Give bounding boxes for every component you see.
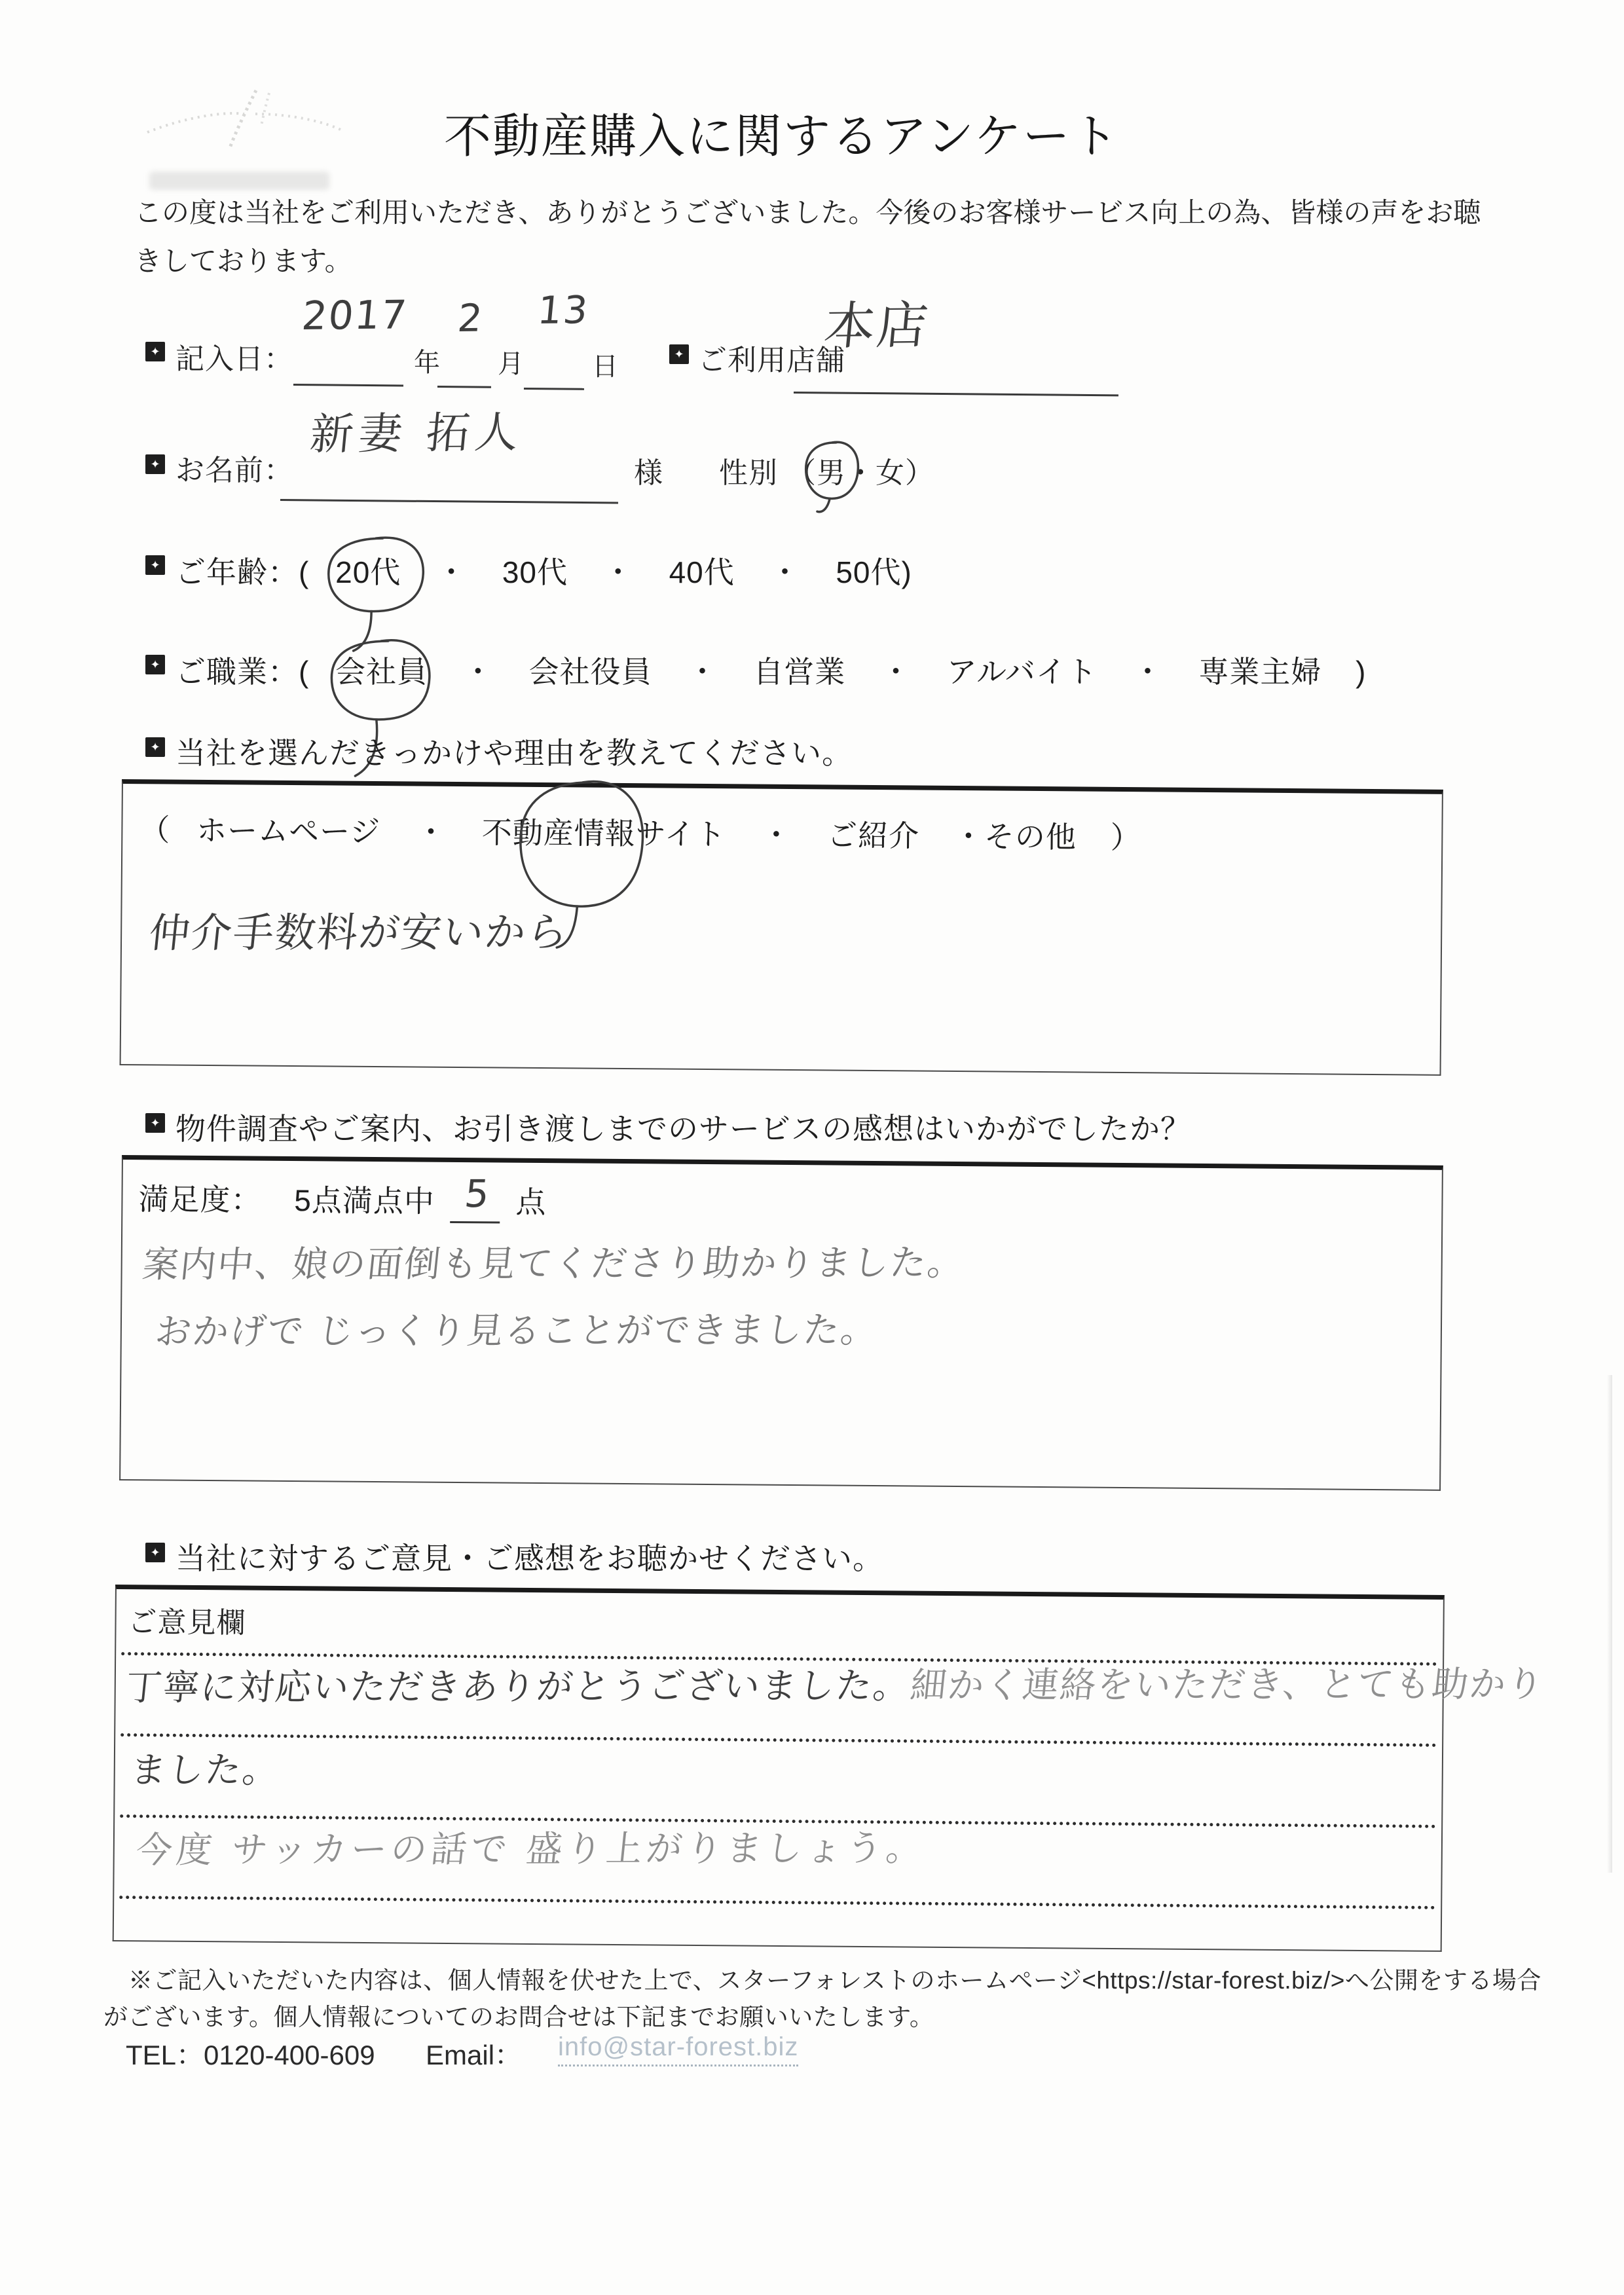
privacy-note-line2: がございます。個人情報についてのお問合せは下記までお願いいたします。 — [103, 2004, 934, 2030]
age-option-20s-selected: 20代 — [335, 549, 401, 592]
store-label: ご利用店舗 — [698, 344, 845, 376]
contact-email-label: Email： — [426, 2040, 523, 2070]
name-underline — [280, 499, 618, 504]
job-option-self-employed: 自営業 — [753, 655, 846, 689]
name-label: お名前： — [175, 454, 293, 487]
gender-option-female: 女 — [876, 457, 905, 489]
q2-comment-line2: おかげで じっくり見ることができました。 — [153, 1308, 881, 1353]
q1-dot: ・ — [953, 818, 985, 854]
q2-score-value: 5 — [462, 1171, 492, 1217]
q2-answer-box — [119, 1155, 1443, 1491]
q1-handwritten-answer: 仲介手数料が安いから — [147, 908, 572, 957]
date-month-unit: 月 — [498, 350, 525, 378]
q2-score-blank — [450, 1171, 500, 1224]
bullet-star-icon: ✦ — [145, 454, 165, 474]
q1-option-referral: ご紹介 — [826, 818, 920, 853]
job-close-paren: ) — [1356, 655, 1367, 689]
q2-score-row — [138, 1171, 547, 1224]
q1-close-paren: ） — [1110, 820, 1141, 855]
company-logo-text-faded — [149, 172, 329, 190]
q3-comment-line1-dark: 丁寧に対応いただきありがとうございました。 — [123, 1664, 913, 1709]
date-day-unit: 日 — [592, 352, 619, 381]
bullet-star-icon: ✦ — [145, 342, 165, 361]
gender-open-paren: （ — [787, 457, 817, 489]
q2-heading: 物件調査やご案内、お引き渡しまでのサービスの感想はいかがでしたか？ — [175, 1112, 1191, 1146]
date-month-value: 2 — [456, 295, 486, 340]
gender-dot: ・ — [846, 457, 876, 489]
job-dot: ・ — [462, 655, 494, 689]
name-honorific: 様 — [634, 457, 663, 489]
q1-dot: ・ — [761, 817, 792, 853]
bullet-star-icon: ✦ — [145, 1543, 165, 1562]
gender-options — [787, 449, 934, 491]
date-day-value: 13 — [536, 287, 591, 333]
date-month-underline — [437, 386, 491, 388]
age-option-40s: 40代 — [669, 555, 735, 589]
job-row — [175, 648, 1366, 691]
pen-circle-icon — [320, 530, 432, 655]
job-dot: ・ — [881, 655, 912, 689]
q3-opinion-box — [113, 1585, 1547, 1952]
q1-answer-box — [120, 779, 1443, 1076]
age-option-50s: 50代 — [836, 555, 902, 589]
q1-open-paren: （ — [139, 813, 171, 847]
job-dot: ・ — [1132, 655, 1164, 689]
bullet-star-icon: ✦ — [669, 344, 689, 364]
store-value: 本店 — [821, 296, 932, 357]
contact-tel: TEL：0120-400-609 — [126, 2040, 375, 2070]
job-option-company-employee-selected: 会社員 — [335, 648, 428, 691]
name-value: 新妻 拓人 — [308, 407, 526, 460]
q1-option-property-site-selected: 不動産情報サイト — [482, 809, 726, 854]
gender-option-male-selected: 男 — [817, 449, 846, 491]
q2-score-scale: 5点満点中 — [294, 1183, 435, 1219]
privacy-note-line1: ※ご記入いただいた内容は、個人情報を伏せた上で、スターフォレストのホームページ<https://star-forest.biz/>へ公開をする場合 — [128, 1967, 1541, 1994]
company-logo-swoosh-icon — [134, 85, 354, 170]
page-title: 不動産購入に関するアンケート — [444, 111, 1120, 163]
intro-text: この度は当社をご利用いただき、ありがとうございました。今後のお客様サービス向上の為、皆様の声をお聴きしております。 — [134, 197, 1481, 276]
date-day-underline — [524, 388, 584, 390]
date-label: 記入日： — [175, 343, 293, 375]
q2-score-unit: 点 — [515, 1184, 547, 1220]
age-dot: ・ — [436, 555, 468, 589]
ruled-line — [120, 1733, 1437, 1747]
scan-edge-shadow — [1607, 1375, 1612, 1873]
age-dot: ・ — [602, 555, 634, 589]
q3-box-label: ご意見欄 — [128, 1606, 246, 1640]
job-dot: ・ — [687, 655, 718, 689]
q2-score-label: 満足度： — [138, 1182, 262, 1217]
age-label: ご年齢：( — [175, 555, 310, 589]
q1-heading: 当社を選んだきっかけや理由を教えてください。 — [175, 736, 853, 770]
q3-heading: 当社に対するご意見・ご感想をお聴かせください。 — [175, 1541, 883, 1575]
q1-dot: ・ — [415, 815, 447, 849]
job-label: ご職業：( — [175, 655, 310, 689]
date-year-value: 2017 — [300, 292, 410, 339]
bullet-star-icon: ✦ — [145, 555, 165, 575]
gender-label: 性別 — [719, 457, 778, 489]
q1-options-row — [139, 806, 1141, 857]
q3-comment-line2: ました。 — [128, 1748, 282, 1791]
job-option-part-time: アルバイト — [946, 655, 1098, 689]
q3-comment-line1-light: 細かく連絡をいただき、とても助かり — [908, 1662, 1547, 1706]
job-option-executive: 会社役員 — [528, 655, 652, 689]
q1-option-other: その他 — [984, 819, 1077, 854]
q3-comment-line1 — [123, 1655, 1547, 1711]
contact-email-value: info@star-forest.biz — [558, 2032, 798, 2066]
age-option-30s: 30代 — [502, 555, 568, 589]
age-close-paren: ) — [901, 555, 912, 589]
bullet-star-icon: ✦ — [145, 737, 165, 757]
age-dot: ・ — [769, 555, 801, 589]
bullet-star-icon: ✦ — [145, 1113, 165, 1133]
q3-comment-line3: 今度 サッカーの話で 盛り上がりましょう。 — [134, 1827, 929, 1871]
bullet-star-icon: ✦ — [145, 655, 165, 674]
q1-option-homepage: ホームページ — [196, 813, 381, 849]
q2-comment-line1: 案内中、娘の面倒も見てくださり助かりました。 — [140, 1241, 967, 1286]
ruled-line — [119, 1896, 1435, 1909]
age-row — [175, 549, 912, 592]
gender-close-paren: ） — [905, 457, 934, 489]
store-underline — [794, 392, 1118, 396]
job-option-housewife: 専業主婦 — [1198, 655, 1322, 689]
date-year-unit: 年 — [414, 348, 441, 377]
date-year-underline — [293, 384, 403, 386]
